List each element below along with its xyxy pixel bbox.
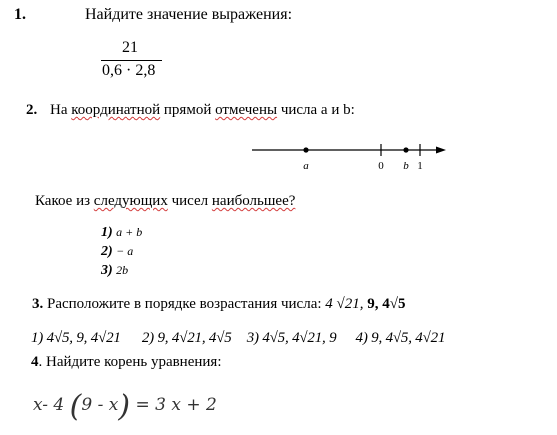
option-number: 2)	[101, 244, 113, 259]
right-paren: )	[118, 389, 131, 424]
task2-word: прямой	[163, 102, 212, 118]
task1-text: Найдите значение выражения:	[85, 6, 293, 23]
task4-equation	[33, 389, 217, 424]
task4-number: 4	[31, 354, 39, 370]
task3-option: 2) 9, 4√21, 4√5	[141, 330, 232, 346]
equation-right: = 3 x + 2	[135, 395, 217, 415]
option-expr: a + b	[116, 225, 143, 239]
point-b	[403, 147, 408, 152]
label-b: b	[403, 160, 409, 172]
task3-number: 3.	[32, 296, 44, 312]
task2-number: 2.	[26, 102, 38, 118]
task2-word: числа a и b:	[280, 102, 355, 118]
option-number: 3)	[101, 263, 113, 278]
task2-option	[101, 244, 133, 260]
task2-question	[35, 193, 295, 210]
label-one: 1	[417, 160, 423, 172]
left-paren: (	[69, 389, 82, 424]
task4-text: . Найдите корень уравнения:	[38, 354, 222, 370]
question-word: наибольшее?	[211, 193, 296, 209]
task3-numbers-plain: 4 √21,	[325, 296, 364, 312]
task3-numbers-bold: 9, 4√5	[367, 296, 406, 312]
equation-left: x- 4	[33, 395, 65, 415]
label-zero: 0	[378, 160, 384, 172]
task2-word: отмечены	[215, 102, 278, 118]
task3-line	[32, 296, 406, 313]
task2-option	[101, 225, 142, 241]
task1-numerator: 21	[122, 39, 138, 56]
task3-text: Расположите в порядке возрастания числа:	[47, 296, 322, 312]
option-expr: − a	[116, 244, 134, 258]
number-line-arrow	[436, 147, 446, 154]
number-line	[250, 138, 450, 178]
task3-option: 3) 4√5, 4√21, 9	[246, 330, 337, 346]
equation-inner: 9 - x	[81, 395, 119, 415]
fraction-bar	[101, 60, 162, 61]
task2-intro	[50, 102, 355, 119]
task4-line	[31, 354, 222, 371]
question-word: чисел	[171, 193, 209, 209]
task1-denominator: 0,6 · 2,8	[102, 62, 156, 79]
task2-option	[101, 263, 128, 279]
option-number: 1)	[101, 225, 113, 240]
option-expr: 2b	[116, 263, 129, 277]
task3-option: 4) 9, 4√5, 4√21	[355, 330, 446, 346]
question-word: Какое из	[35, 193, 91, 209]
point-a	[303, 147, 308, 152]
task3-options	[31, 330, 445, 347]
task2-word: координатной	[71, 102, 161, 118]
question-word: следующих	[93, 193, 168, 209]
label-a: a	[303, 160, 309, 172]
task2-word: На	[50, 102, 68, 118]
task1-number: 1.	[14, 6, 26, 23]
task3-option: 1) 4√5, 9, 4√21	[31, 330, 121, 346]
